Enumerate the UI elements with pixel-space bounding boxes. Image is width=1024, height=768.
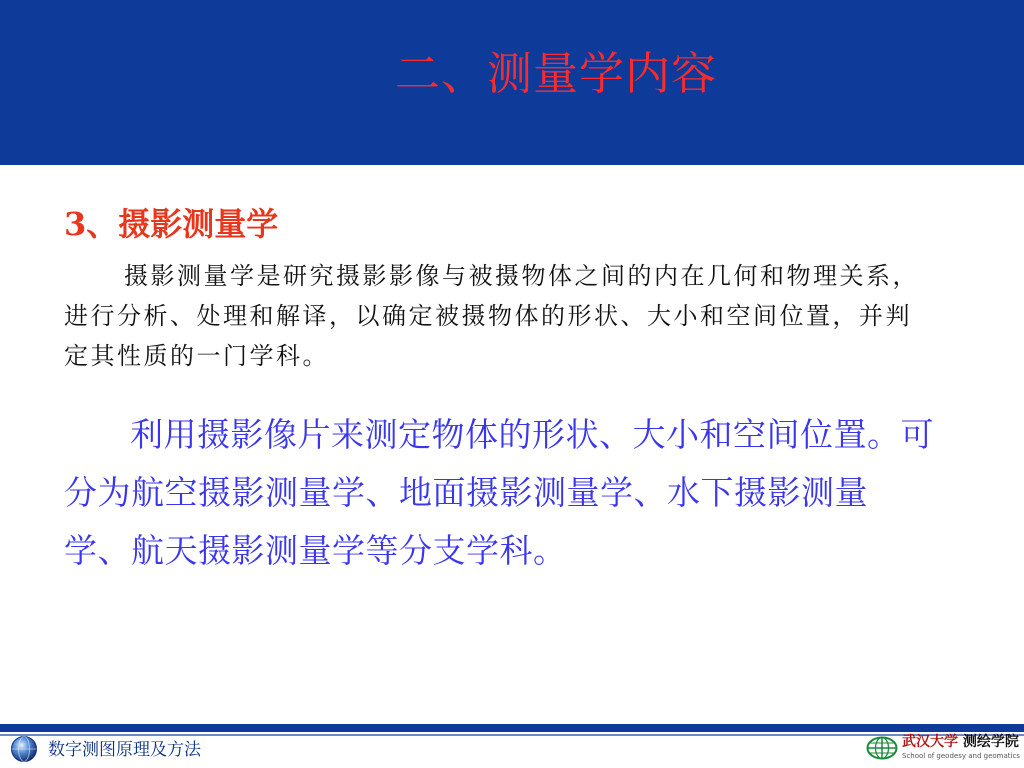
- footer-divider: [0, 724, 1024, 732]
- university-name: 武汉大学: [902, 734, 958, 750]
- course-name: 数字测图原理及方法: [48, 740, 201, 760]
- slide-title: 二、测量学内容: [395, 47, 718, 100]
- school-title: [902, 733, 1019, 751]
- section-heading: 3、摄影测量学: [64, 205, 279, 243]
- globe-icon: [10, 735, 38, 763]
- school-logo-icon: [866, 736, 898, 760]
- school-name-en: School of geodesy and geomatics: [902, 752, 1020, 760]
- school-label: [902, 733, 1022, 765]
- title-banner: [0, 0, 1024, 165]
- highlight-paragraph: 利用摄影像片来测定物体的形状、大小和空间位置。可分为航空摄影测量学、地面摄影测量学、水下摄影测量学、航天摄影测量学等分支学科。: [64, 415, 934, 570]
- school-name: 测绘学院: [962, 734, 1019, 750]
- definition-paragraph: 摄影测量学是研究摄影影像与被摄物体之间的内在几何和物理关系，进行分析、处理和解译，以确定被摄物体的形状、大小和空间位置，并判定其性质的一门学科。: [64, 262, 919, 370]
